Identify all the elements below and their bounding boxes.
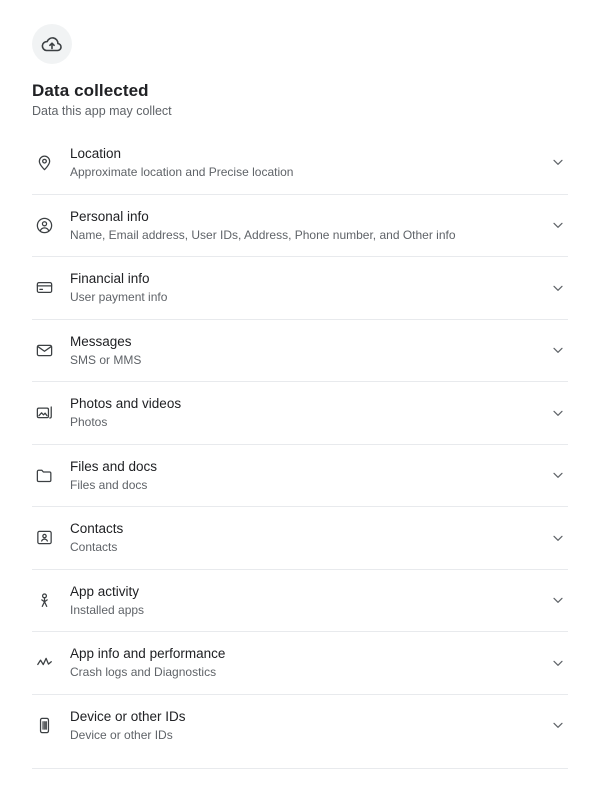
list-item[interactable]: [32, 631, 568, 694]
chevron-down-icon[interactable]: [548, 528, 568, 548]
chevron-down-icon[interactable]: [548, 215, 568, 235]
list-item[interactable]: [32, 444, 568, 507]
list-item[interactable]: [32, 694, 568, 757]
chevron-down-icon[interactable]: [548, 715, 568, 735]
list-item-subtitle: SMS or MMS: [70, 352, 142, 367]
list-item-subtitle: Files and docs: [70, 477, 148, 492]
chevron-down-icon[interactable]: [548, 653, 568, 673]
list-item-title: App activity: [70, 583, 140, 599]
bottom-divider: [32, 768, 568, 769]
chevron-down-icon[interactable]: [548, 152, 568, 172]
list-item-title: Contacts: [70, 521, 124, 537]
cloud-upload-icon: [32, 24, 72, 64]
list-item[interactable]: [32, 256, 568, 319]
data-category-list: [0, 131, 600, 756]
list-item-subtitle: Name, Email address, User IDs, Address, Phone number, and Other info: [70, 227, 456, 242]
list-item-title: Location: [70, 145, 122, 161]
list-item[interactable]: [32, 194, 568, 257]
envelope-icon: [32, 338, 56, 362]
list-item-title: Financial info: [70, 271, 150, 287]
chevron-down-icon[interactable]: [548, 278, 568, 298]
list-item[interactable]: [32, 506, 568, 569]
list-item-subtitle: Device or other IDs: [70, 727, 173, 742]
list-item-title: Photos and videos: [70, 396, 182, 412]
list-item[interactable]: [32, 381, 568, 444]
page-subtitle: Data this app may collect: [32, 104, 172, 118]
list-item-title: App info and performance: [70, 646, 226, 662]
list-item-title: Device or other IDs: [70, 708, 186, 724]
chevron-down-icon[interactable]: [548, 590, 568, 610]
folder-icon: [32, 463, 56, 487]
list-item-title: Personal info: [70, 208, 149, 224]
list-item-subtitle: Approximate location and Precise location: [70, 164, 294, 179]
list-item-subtitle: Crash logs and Diagnostics: [70, 665, 217, 680]
list-item-subtitle: Installed apps: [70, 602, 145, 617]
list-item[interactable]: [32, 569, 568, 632]
credit-card-icon: [32, 276, 56, 300]
app-activity-icon: [32, 588, 56, 612]
page-title: Data collected: [32, 81, 149, 100]
chevron-down-icon[interactable]: [548, 465, 568, 485]
list-item-subtitle: Photos: [70, 415, 108, 430]
device-id-icon: [32, 713, 56, 737]
chevron-down-icon[interactable]: [548, 340, 568, 360]
list-item[interactable]: [32, 319, 568, 382]
list-item-title: Messages: [70, 333, 132, 349]
location-pin-icon: [32, 150, 56, 174]
person-circle-icon: [32, 213, 56, 237]
list-item-subtitle: Contacts: [70, 540, 118, 555]
chevron-down-icon[interactable]: [548, 403, 568, 423]
list-item-title: Files and docs: [70, 458, 158, 474]
list-item-subtitle: User payment info: [70, 290, 168, 305]
list-item[interactable]: [32, 131, 568, 194]
photo-library-icon: [32, 401, 56, 425]
pulse-activity-icon: [32, 651, 56, 675]
contact-card-icon: [32, 526, 56, 550]
